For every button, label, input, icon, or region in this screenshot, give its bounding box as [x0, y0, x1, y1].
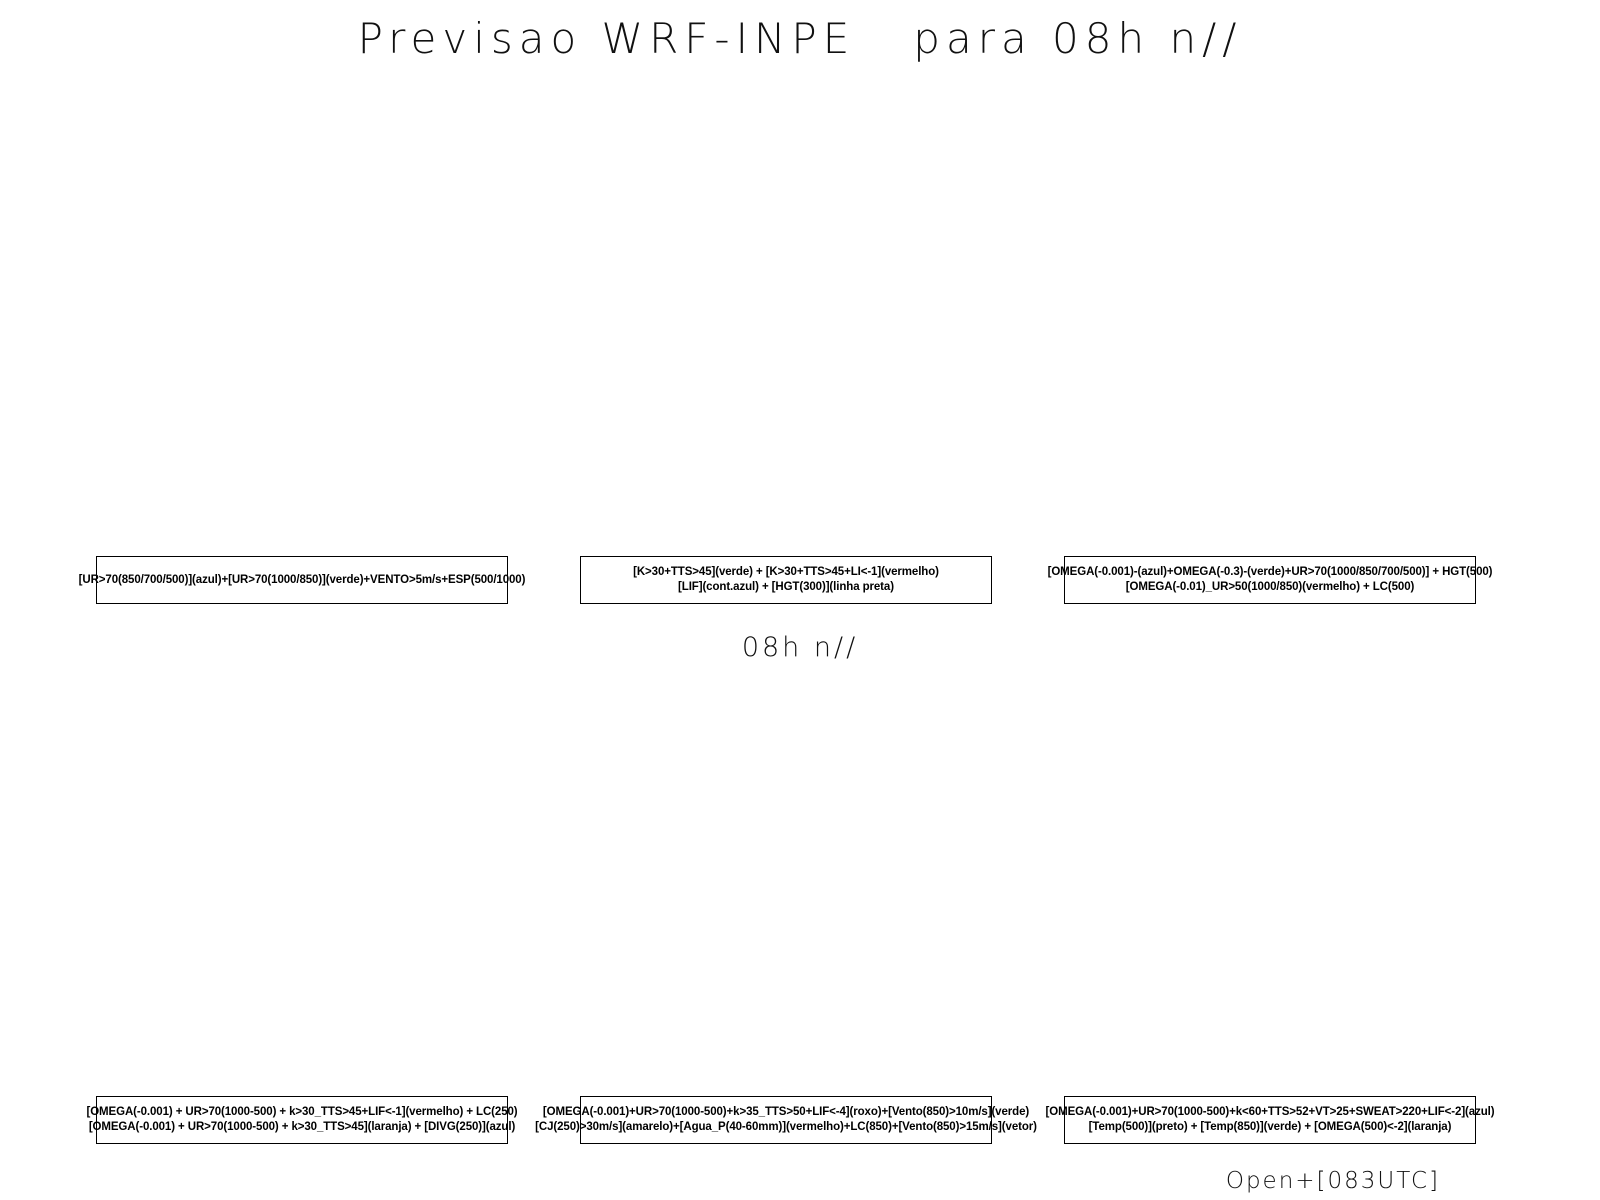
legend-line: [OMEGA(-0.001) + UR>70(1000-500) + k>30_TTS>45](laranja) + [DIVG(250)](azul): [88, 1121, 516, 1133]
legend-box-top-right: [1047, 556, 1493, 604]
legend-line: [OMEGA(-0.01)_UR>50(1000/850)(vermelho) + LC(500): [1125, 581, 1415, 593]
legend-box-bottom-center: [535, 1096, 1037, 1144]
map-panel-top-center: [580, 110, 992, 550]
legend-box-bottom-left: [86, 1096, 518, 1144]
legend-box-bottom-right: [1045, 1096, 1495, 1144]
legend-line: [OMEGA(-0.001)-(azul)+OMEGA(-0.3)-(verde)+UR>70(1000/850/700/500)] + HGT(500): [1047, 566, 1493, 578]
legend-line: [OMEGA(-0.001) + UR>70(1000-500) + k>30_TTS>45+LIF<-1](vermelho) + LC(250): [86, 1106, 518, 1118]
footer-label: Open+[083UTC]: [1225, 1168, 1440, 1194]
legend-box-top-left: [78, 556, 526, 604]
legend-line: [LIF](cont.azul) + [HGT(300)](linha preta): [678, 581, 894, 593]
legend-line: [OMEGA(-0.001)+UR>70(1000-500)+k<60+TTS>52+VT>25+SWEAT>220+LIF<-2](azul): [1045, 1106, 1495, 1118]
legend-line: [Temp(500)](preto) + [Temp(850)](verde) + [OMEGA(500)<-2](laranja): [1088, 1121, 1452, 1133]
map-panel-top-right: [1064, 110, 1476, 550]
map-panel-bottom-left: [96, 690, 508, 1090]
page-title: Previsao WRF-INPE para 08h n//: [357, 14, 1243, 63]
legend-line: [CJ(250)>30m/s](amarelo)+[Agua_P(40-60mm)](vermelho)+LC(850)+[Vento(850)>15m/s](vetor): [535, 1121, 1037, 1133]
map-panel-top-left: [96, 110, 508, 550]
mid-section-label: 08h n//: [741, 632, 859, 663]
map-panel-bottom-center: [580, 690, 992, 1090]
legend-box-top-center: [580, 556, 992, 604]
legend-line: [K>30+TTS>45](verde) + [K>30+TTS>45+LI<-1](vermelho): [633, 566, 939, 578]
legend-line: [OMEGA(-0.001)+UR>70(1000-500)+k>35_TTS>50+LIF<-4](roxo)+[Vento(850)>10m/s](verde): [542, 1106, 1030, 1118]
legend-line: [UR>70(850/700/500)](azul)+[UR>70(1000/850)](verde)+VENTO>5m/s+ESP(500/1000): [78, 573, 526, 586]
map-panel-bottom-right: [1064, 690, 1476, 1090]
